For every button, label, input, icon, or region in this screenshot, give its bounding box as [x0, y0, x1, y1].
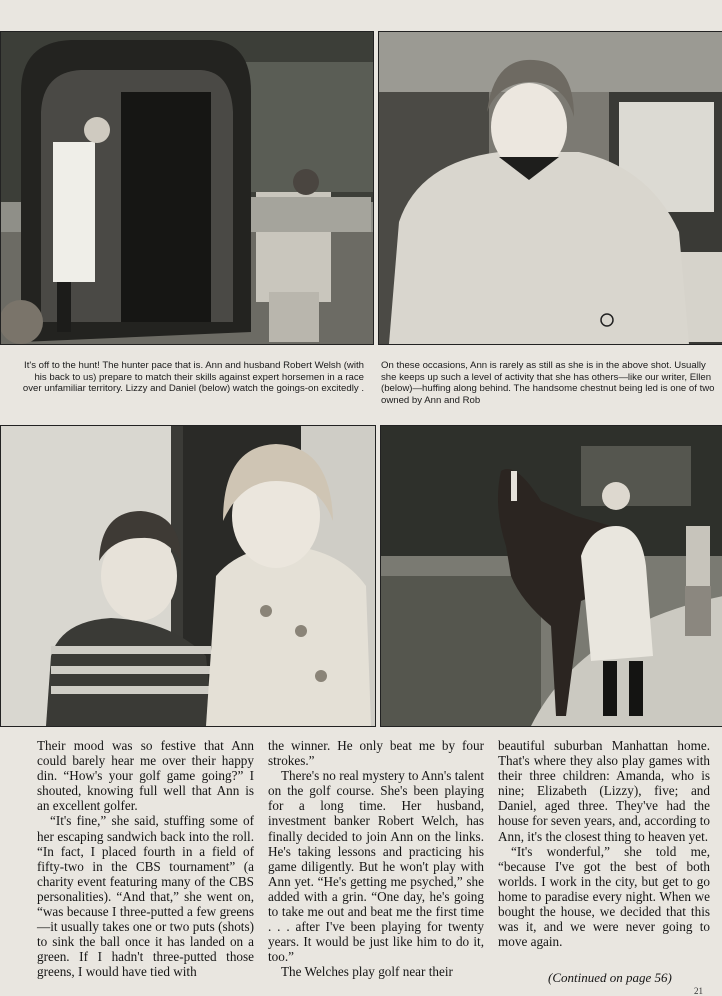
col2-paragraph-3: The Welches play golf near their	[281, 964, 453, 980]
col1-paragraph-2: “It's fine,” she said, stuffing some of her escaping sandwich back into the roll. “In fact, I placed fourth in a field of fifty-two in the CBS tournament” (a charity event featuring many of the CBS personalities). “And that,” she went on, “was because I three-putted a few greens—it usually takes one or two puts (shots) to sink the ball once it has landed on a green. If I hadn't three-putted those greens, I would have tied with	[37, 813, 254, 980]
col2-paragraph-1: the winner. He only beat me by four strokes.”	[268, 738, 484, 769]
photo-ann-portrait	[378, 31, 722, 345]
article-column-2	[268, 738, 484, 980]
page-number: 21	[694, 986, 703, 996]
col3-paragraph-2: “It's wonderful,” she told me, “because I've got the best of both worlds. I work in the city, but get to go home to paradise every night. When we bought the house, we decided that this was it, and we were never going to move again.	[498, 843, 710, 950]
photo-horse-trailer	[0, 31, 374, 345]
article-column-1	[37, 738, 254, 980]
caption-left: It's off to the hunt! The hunter pace that is. Ann and husband Robert Welsh (with his back to us) prepare to match their skills against expert horsemen in a race over unfamiliar territory. Lizzy and Daniel (below) watch the goings-on excitedly .	[22, 360, 364, 394]
photo-children	[0, 425, 376, 727]
article-column-3	[498, 738, 710, 949]
col3-paragraph-1: beautiful suburban Manhattan home. That's where they also play games with their three children: Amanda, who is nine; Elizabeth (Lizzy), five; and Daniel, aged three. They've had the house for seven years, and, according to Ann, it's the closest thing to heaven yet.	[498, 738, 710, 844]
continued-note: (Continued on page 56)	[548, 970, 672, 985]
col2-paragraph-2: There's no real mystery to Ann's talent on the golf course. She's been playing for a long time. Her husband, investment banker Robert Welch, has finally decided to join Ann on the links. He's taking lessons and practicing his game diligently. But he won't play with Ann yet. “He's getting me psyched,” she added with a grin. “One day, he's going to take me out and beat me the first time . . . after I've been playing for twenty years. It would be just like him to do it, too.”	[268, 768, 484, 965]
col1-paragraph-1: Their mood was so festive that Ann could barely hear me over their happy din. “How's your golf game going?” I shouted, knowing full well that Ann is an excellent golfer.	[37, 738, 254, 814]
caption-right: On these occasions, Ann is rarely as still as she is in the above shot. Usually she keeps up such a level of activity that she has others—like our writer, Ellen (below)—huffing along behind. The handsome chestnut being led is one of two owned by Ann and Rob	[381, 360, 715, 406]
photo-leading-horse	[380, 425, 722, 727]
